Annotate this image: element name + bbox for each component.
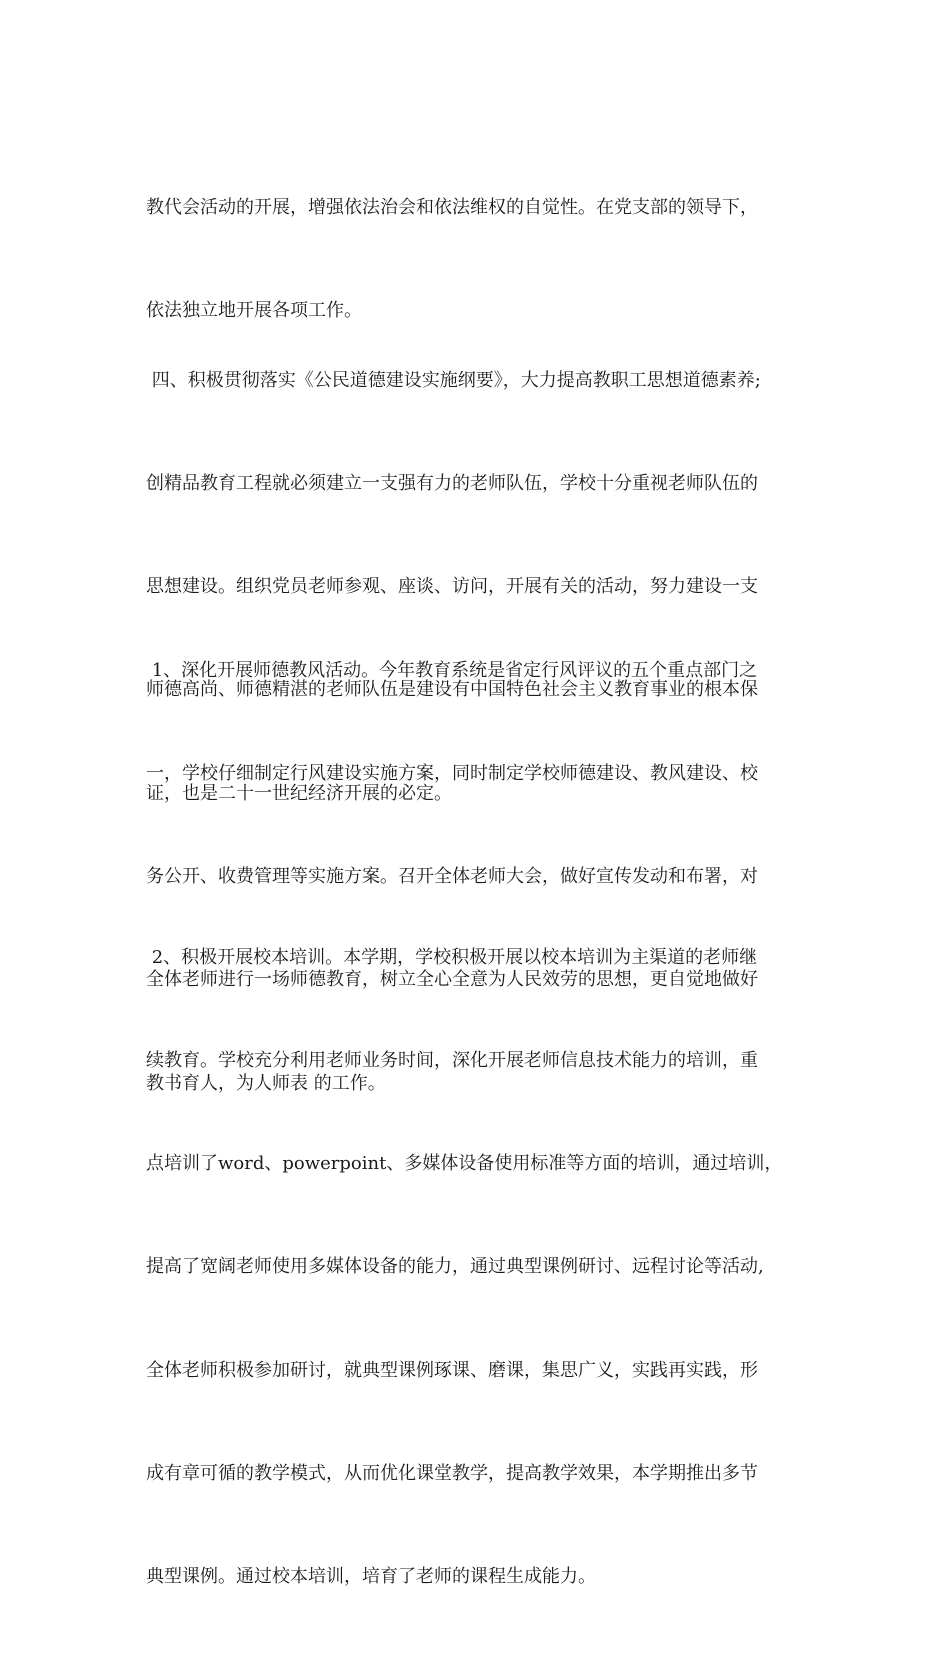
text-line: 教书育人，为人师表 的工作。: [146, 1072, 386, 1094]
text-line: 创精品教育工程就必须建立一支强有力的老师队伍，学校十分重视老师队伍的: [146, 473, 758, 495]
text-line: 四、积极贯彻落实《公民道德建设实施纲要》，大力提高教职工思想道德素养;: [146, 369, 761, 391]
text-line: 思想建设。组织党员老师参观、座谈、访问，开展有关的活动，努力建设一支: [146, 576, 758, 598]
text-line: 提高了宽阔老师使用多媒体设备的能力，通过典型课例研讨、远程讨论等活动,: [146, 1256, 764, 1278]
text-line: 一，学校仔细制定行风建设实施方案，同时制定学校师德建设、教风建设、校: [146, 763, 758, 785]
paragraph-item-two: [146, 872, 826, 1663]
text-line: 务公开、收费管理等实施方案。召开全体老师大会，做好宣传发动和布署，对: [146, 866, 758, 888]
text-line: 成有章可循的教学模式，从而优化课堂教学，提高教学效果，本学期推出多节: [146, 1462, 758, 1484]
text-line: 典型课例。通过校本培训，培育了老师的课程生成能力。: [146, 1566, 596, 1588]
text-line: 教代会活动的开展，增强依法治会和依法维权的自觉性。在党支部的领导下，: [146, 196, 758, 218]
text-line: 续教育。学校充分利用老师业务时间，深化开展老师信息技术能力的培训，重: [146, 1050, 758, 1072]
text-line: 依法独立地开展各项工作。: [146, 300, 362, 322]
text-line: 师德高尚、师德精湛的老师队伍是建设有中国特色社会主义教育事业的根本保: [146, 679, 758, 701]
text-line: 2、积极开展校本培训。本学期，学校积极开展以校本培训为主渠道的老师继: [146, 946, 758, 968]
text-line: 全体老师积极参加研讨，就典型课例琢课、磨课，集思广义，实践再实践，形: [146, 1359, 758, 1381]
text-line: 全体老师进行一场师德教育，树立全心全意为人民效劳的思想，更自觉地做好: [146, 969, 758, 991]
text-line: 证，也是二十一世纪经济开展的必定。: [146, 782, 452, 804]
text-line: 点培训了word、powerpoint、多媒体设备使用标准等方面的培训，通过培训，: [146, 1153, 783, 1175]
text-line: 1、深化开展师德教风活动。今年教育系统是省定行风评议的五个重点部门之: [146, 659, 758, 681]
